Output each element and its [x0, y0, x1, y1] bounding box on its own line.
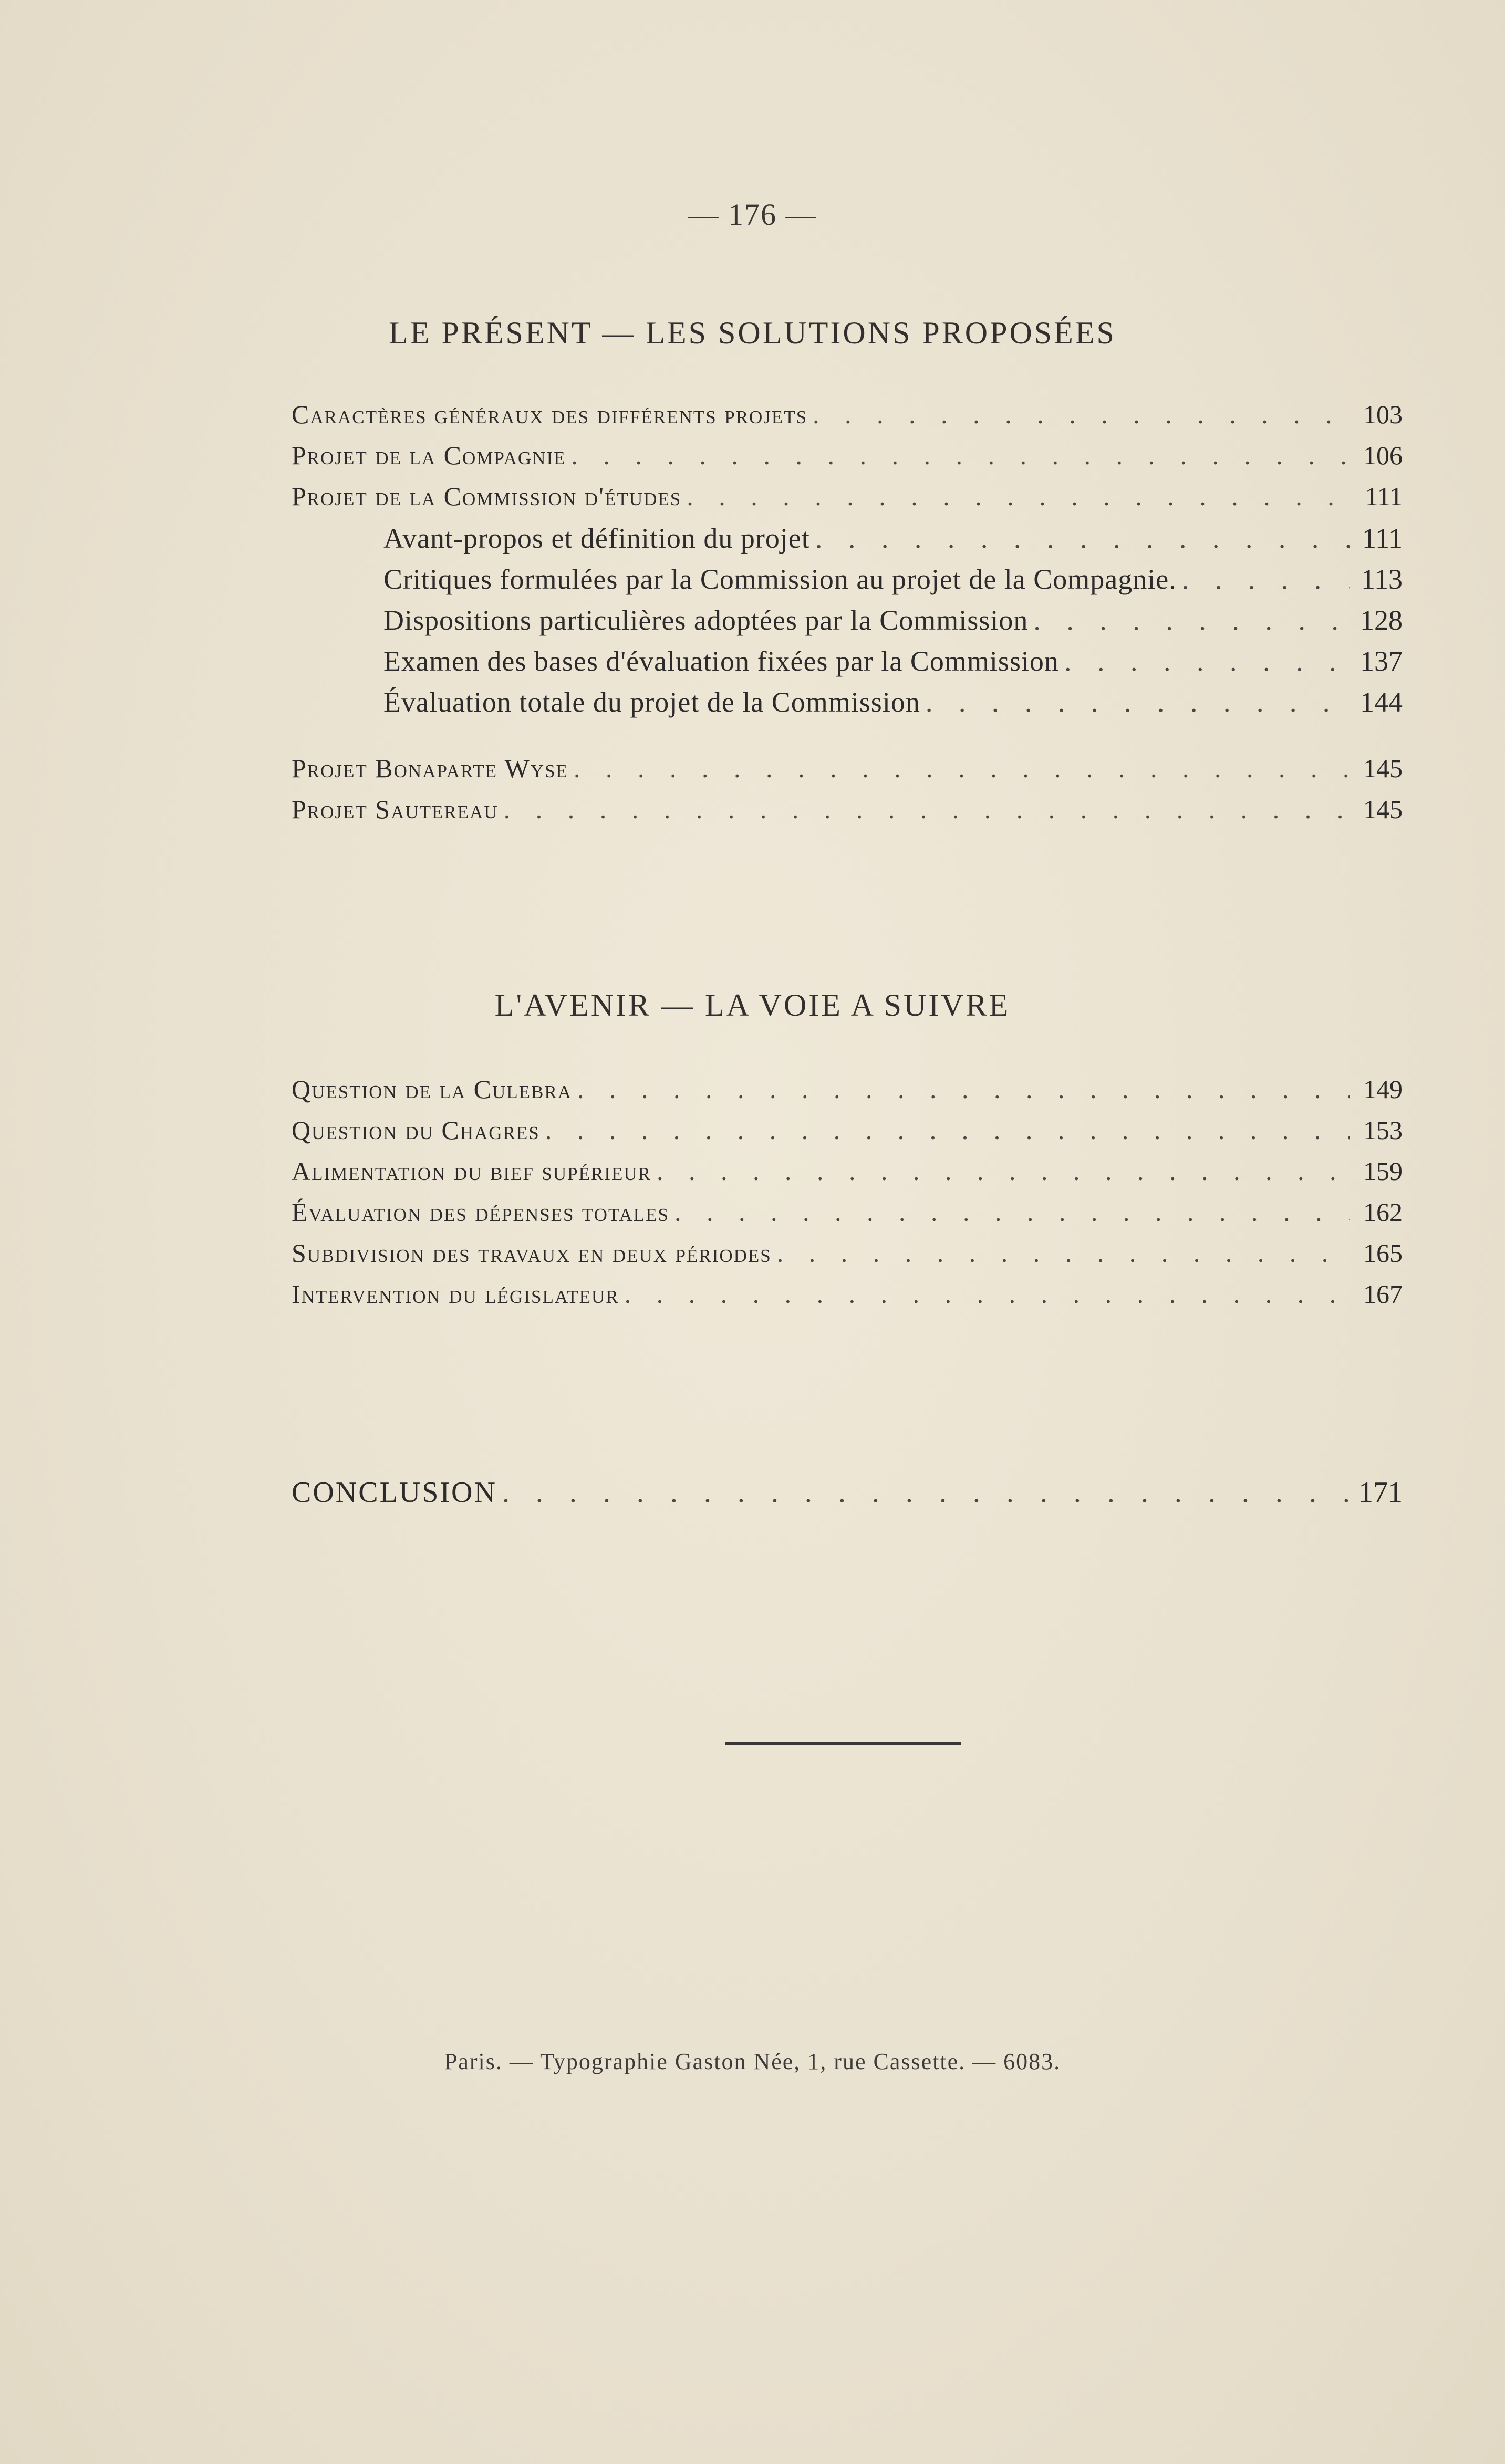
separator-rule — [725, 1742, 961, 1745]
toc-entry-title: Alimentation du bief supérieur — [292, 1156, 651, 1186]
toc-entry-page: 167 — [1363, 1279, 1403, 1309]
toc-entry-title: Évaluation des dépenses totales — [292, 1197, 670, 1227]
toc-entry — [292, 1115, 1403, 1156]
page-number: — 176 — — [688, 197, 817, 232]
toc-entry-page: 145 — [1363, 795, 1403, 824]
dot-leader — [777, 1238, 1350, 1268]
dot-leader — [571, 440, 1350, 471]
dot-leader — [657, 1156, 1350, 1186]
conclusion-page: 171 — [1358, 1476, 1403, 1509]
dot-leader — [545, 1115, 1350, 1145]
toc-subentry — [292, 604, 1403, 645]
toc-entry-title: Question de la Culebra — [292, 1074, 572, 1104]
section-title-avenir: L'AVENIR — LA VOIE A SUIVRE — [494, 988, 1011, 1022]
toc-avenir — [292, 1074, 1403, 1320]
toc-subentry-title: Critiques formulées par la Commission au projet de la Compagnie. — [383, 563, 1177, 595]
toc-subentry-title: Avant-propos et définition du projet — [383, 523, 810, 554]
toc-subentry-page: 111 — [1362, 523, 1403, 554]
toc-entry — [292, 1238, 1403, 1279]
toc-entry-page: 106 — [1363, 441, 1403, 470]
toc-entry-page: 162 — [1363, 1197, 1403, 1227]
dot-leader — [504, 794, 1350, 824]
conclusion-title: CONCLUSION — [292, 1476, 497, 1509]
toc-entry-page: 149 — [1363, 1074, 1403, 1104]
toc-entry-page: 153 — [1363, 1115, 1403, 1145]
dot-leader — [574, 753, 1350, 784]
toc-entry — [292, 399, 1403, 440]
toc-subentry — [292, 686, 1403, 727]
dot-leader — [1064, 645, 1350, 677]
toc-subentry-title: Examen des bases d'évaluation fixées par la Commission — [383, 645, 1059, 677]
toc-entry-title: Projet Bonaparte Wyse — [292, 754, 568, 783]
toc-conclusion — [292, 1476, 1403, 1517]
toc-entry-page: 103 — [1363, 400, 1403, 429]
toc-entry — [292, 1074, 1403, 1115]
toc-entry-title: Projet de la Compagnie — [292, 441, 566, 470]
toc-entry-page: 145 — [1363, 754, 1403, 783]
toc-entry — [292, 794, 1403, 835]
toc-entry-title: Projet de la Commission d'études — [292, 482, 682, 511]
toc-entry — [292, 1279, 1403, 1320]
dot-leader — [926, 686, 1350, 718]
toc-subentry-page: 137 — [1360, 645, 1403, 677]
toc-entry — [292, 753, 1403, 794]
toc-entry-title: Question du Chagres — [292, 1115, 540, 1145]
toc-entry — [292, 481, 1403, 522]
toc-entry — [292, 440, 1403, 481]
toc-entry-conclusion — [292, 1476, 1403, 1517]
dot-leader — [687, 481, 1350, 511]
toc-entry-page: 165 — [1363, 1238, 1403, 1268]
toc-present — [292, 399, 1403, 835]
dot-leader — [815, 522, 1350, 555]
toc-subentry — [292, 645, 1403, 686]
toc-entry — [292, 1197, 1403, 1238]
dot-leader — [502, 1476, 1350, 1509]
toc-entry — [292, 1156, 1403, 1197]
dot-leader — [577, 1074, 1350, 1104]
toc-entry-title: Projet Sautereau — [292, 795, 499, 824]
dot-leader — [1033, 604, 1350, 636]
toc-subentry-title: Évaluation totale du projet de la Commission — [383, 686, 920, 718]
toc-entry-page: 159 — [1363, 1156, 1403, 1186]
dot-leader — [625, 1279, 1350, 1309]
toc-subentry — [292, 522, 1403, 563]
toc-subentry — [292, 563, 1403, 604]
toc-entry-title: Intervention du législateur — [292, 1279, 619, 1309]
toc-entry-title: Caractères généraux des différents projets — [292, 400, 808, 429]
toc-subentry-title: Dispositions particulières adoptées par la Commission — [383, 604, 1029, 636]
toc-subentry-page: 144 — [1360, 686, 1403, 718]
toc-entry-title: Subdivision des travaux en deux périodes — [292, 1238, 772, 1268]
section-title-present: LE PRÉSENT — LES SOLUTIONS PROPOSÉES — [389, 316, 1116, 350]
toc-subentry-page: 113 — [1361, 563, 1403, 595]
dot-leader — [674, 1197, 1350, 1227]
dot-leader — [813, 399, 1350, 430]
toc-entry-page: 111 — [1365, 482, 1403, 511]
printer-imprint: Paris. — Typographie Gaston Née, 1, rue Cassette. — 6083. — [444, 2049, 1061, 2074]
dot-leader — [1182, 563, 1350, 596]
toc-subentry-page: 128 — [1360, 604, 1403, 636]
